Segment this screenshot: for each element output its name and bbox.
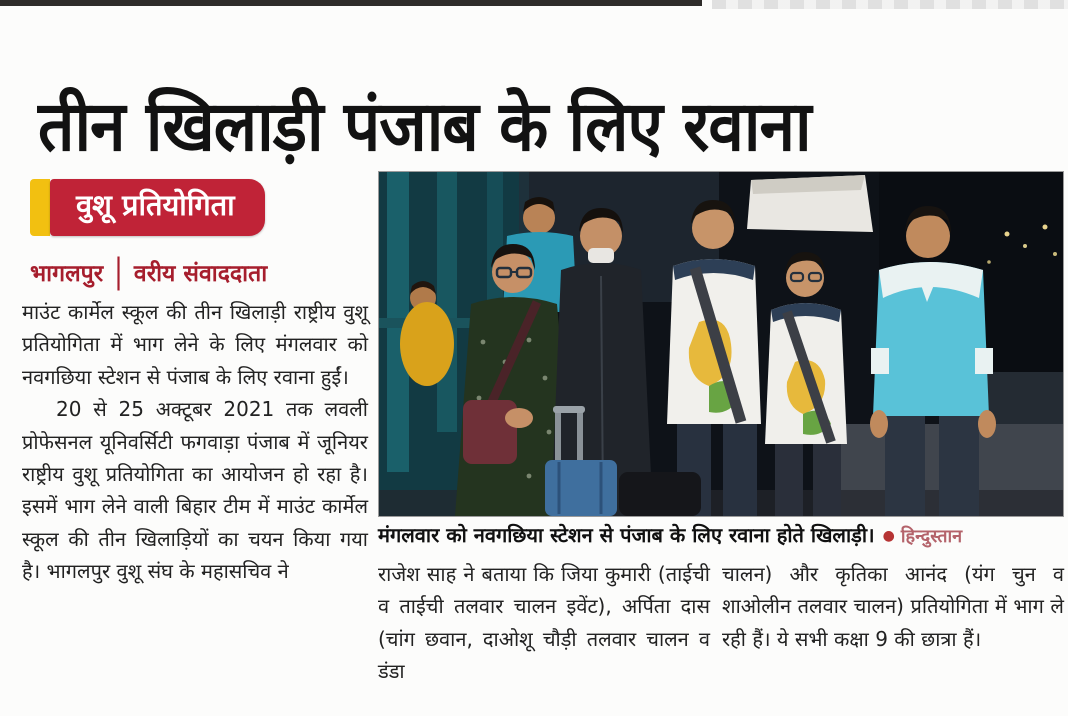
byline-location: भागलपुर — [30, 261, 104, 287]
news-photo-illustration — [379, 172, 1063, 516]
article-paragraph-4: चालन) और कृतिका आनंद (यंग चुन व शाओलीन तलवार चालन) प्रतियोगिता में भाग ले रही हैं। ये सभी कक्षा 9 की छात्रा हैं। — [722, 562, 1064, 651]
article-headline: तीन खिलाड़ी पंजाब के लिए रवाना — [38, 87, 811, 168]
article-paragraph-3: राजेश साह ने बताया कि जिया कुमारी (ताईची व ताईची तलवार चालन इवेंट), अर्पिता दास (चांग छवान, दाओशू चौड़ी तलवार चालन व डंडा — [378, 562, 710, 684]
photo-credit-bullet-icon: ● — [882, 528, 895, 544]
article-paragraph-1: माउंट कार्मेल स्कूल की तीन खिलाड़ी राष्ट्रीय वुशू प्रतियोगिता में भाग लेने के लिए मंगलवार को नवगछिया स्टेशन से पंजाब के लिए रवाना हुईं। — [22, 300, 368, 389]
photo-caption — [378, 521, 1066, 548]
kicker-accent-bar — [30, 179, 50, 236]
article-column-1 — [22, 296, 368, 588]
article-column-3 — [722, 558, 1064, 655]
article-column-2 — [378, 558, 710, 688]
byline-author: वरीय संवाददाता — [133, 261, 268, 287]
article-paragraph-2: 20 से 25 अक्टूबर 2021 तक लवली प्रोफेसनल यूनिवर्सिटी फगवाड़ा पंजाब में जूनियर राष्ट्रीय वुशू प्रतियोगिता का आयोजन हो रहा है। इसमें भाग लेने वाली बिहार टीम में माउंट कार्मेल स्कूल की तीन खिलाड़ियों का चयन किया गया है। भागलपुर वुशू संघ के महासचिव ने — [22, 397, 368, 584]
photo-caption-text: मंगलवार को नवगछिया स्टेशन से पंजाब के लिए रवाना होते खिलाड़ी। — [378, 523, 875, 547]
scan-crop-strip-right — [712, 0, 1068, 9]
kicker-badge — [30, 179, 265, 236]
byline — [30, 252, 268, 292]
scan-crop-strip-left — [0, 0, 702, 6]
byline-separator: | — [114, 252, 123, 292]
kicker-label: वुशू प्रतियोगिता — [50, 179, 265, 236]
photo-credit: हिन्दुस्तान — [900, 526, 963, 547]
news-photo — [378, 171, 1064, 517]
